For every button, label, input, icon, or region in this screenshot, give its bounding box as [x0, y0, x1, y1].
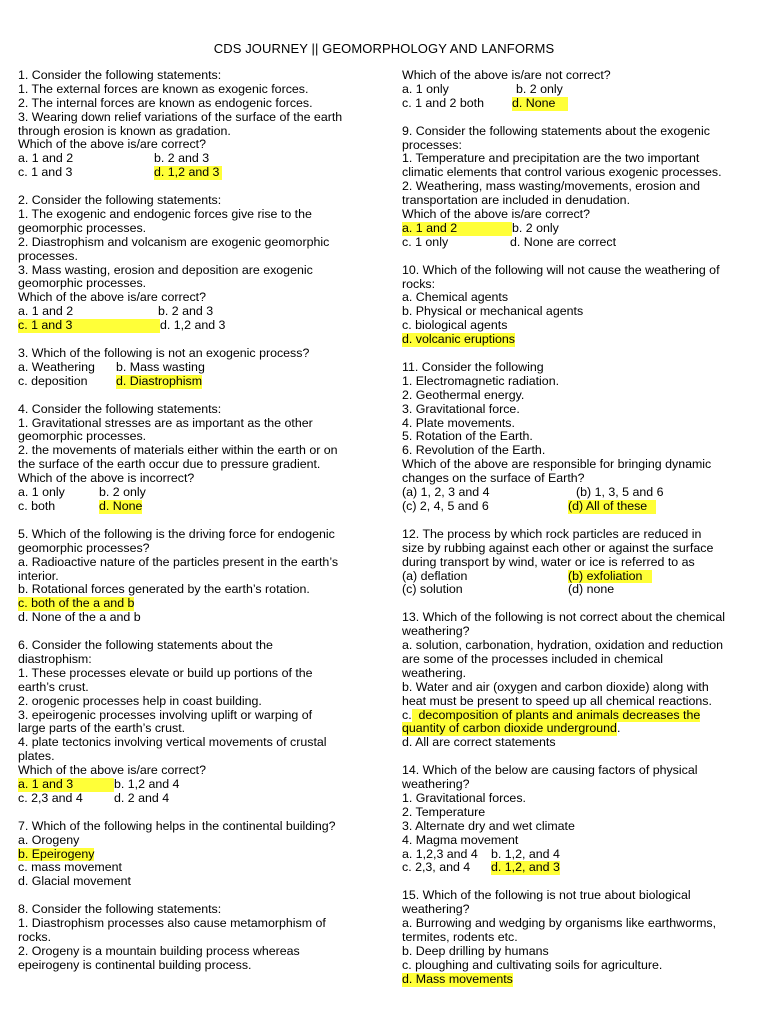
question-text-line: a. solution, carbonation, hydration, oxidation and reduction: [402, 638, 723, 653]
option-row: [18, 305, 364, 319]
answer-option: (a) 1, 2, 3 and 4: [402, 485, 490, 500]
question-text-line: 2. Consider the following statements:: [18, 193, 222, 208]
answer-option: a. 1 only: [402, 81, 449, 96]
option-row: [402, 222, 748, 236]
question-text-line: 7. Which of the following helps in the continental building?: [18, 818, 336, 833]
answer-option: b. 2 and 3: [154, 151, 210, 166]
question-block: [402, 125, 748, 250]
question-block: [18, 820, 364, 889]
answer-option: a. 1,2,3 and 4: [402, 846, 478, 861]
option-row: [18, 375, 364, 389]
option-row: [18, 848, 364, 862]
highlighted-answer: d. None: [512, 97, 568, 111]
question-text-line: 5. Which of the following is the driving force for endogenic: [18, 526, 335, 541]
question-block: [18, 528, 364, 625]
option-row: [402, 973, 748, 987]
right-column: [402, 69, 748, 1001]
question-text-line: 2. Geothermal energy.: [402, 387, 525, 402]
question-text-line: 6. Revolution of the Earth.: [402, 443, 546, 458]
highlighted-answer: (b) exfoliation: [568, 570, 652, 584]
option-row: [18, 778, 364, 792]
question-block: [402, 528, 748, 597]
page-title: CDS JOURNEY || GEOMORPHOLOGY AND LANFORMS: [213, 41, 555, 56]
question-text-line: Which of the above is/are correct?: [402, 207, 591, 222]
question-text-line: 11. Consider the following: [402, 360, 544, 375]
question-text-line: 1. Temperature and precipitation are the two important: [402, 151, 700, 166]
question-text-line: rocks:: [402, 276, 436, 291]
question-text-line: geomorphic processes.: [18, 429, 147, 444]
question-text-line: 1. Gravitational forces.: [402, 790, 526, 805]
highlighted-answer: a. 1 and 3: [18, 778, 114, 792]
answer-option: d. Glacial movement: [18, 874, 131, 889]
highlighted-answer: d. None: [99, 498, 143, 513]
option-row: [18, 152, 364, 166]
question-text-line: Which of the above are responsible for bringing dynamic: [402, 457, 712, 472]
question-text-line: epeirogeny is continental building process.: [18, 957, 252, 972]
question-text-line: 14. Which of the below are causing factors of physical: [402, 763, 698, 778]
question-text-line: 9. Consider the following statements about the exogenic: [402, 123, 710, 138]
option-row: [402, 709, 748, 723]
highlighted-answer: c. both of the a and b: [18, 596, 135, 611]
answer-option: d. All are correct statements: [402, 735, 556, 750]
answer-option: b. 1,2 and 4: [114, 776, 180, 791]
question-text-line: processes:: [402, 137, 462, 152]
option-row: [402, 500, 748, 514]
question-block: [402, 69, 748, 111]
question-text-line: termites, rodents etc.: [402, 929, 518, 944]
question-text-line: a. Radioactive nature of the particles present in the earth’s: [18, 554, 339, 569]
option-row: [18, 319, 364, 333]
question-text-line: 1. Consider the following statements:: [18, 68, 222, 82]
answer-option: a. Orogeny: [18, 832, 80, 847]
option-row: [18, 875, 364, 889]
option-row: [402, 333, 748, 347]
highlighted-answer: d. Mass movements: [402, 971, 513, 986]
question-block: [402, 264, 748, 347]
question-text-line: weathering.: [402, 665, 467, 680]
question-text-line: 2. Temperature: [402, 804, 486, 819]
question-text-line: plates.: [18, 749, 55, 764]
answer-option: d. 1,2 and 3: [160, 318, 226, 333]
highlighted-answer: c. 1 and 3: [18, 319, 160, 333]
question-text-line: Which of the above is/are correct?: [18, 763, 207, 778]
question-text-line: 3. Alternate dry and wet climate: [402, 818, 575, 833]
question-block: [18, 403, 364, 514]
option-row: [18, 486, 364, 500]
option-row: [402, 83, 748, 97]
question-text-line: interior.: [18, 568, 59, 583]
question-text-line: processes.: [18, 248, 78, 263]
highlighted-answer: d. 1,2, and 3: [491, 860, 560, 875]
question-text-line: Which of the above is/are correct?: [18, 137, 207, 152]
highlighted-answer: quantity of carbon dioxide underground: [402, 721, 617, 736]
option-row: [18, 597, 364, 611]
question-block: [402, 764, 748, 875]
option-row: [402, 486, 748, 500]
answer-option: b. 1,2, and 4: [491, 846, 560, 861]
answer-option: (a) deflation: [402, 568, 468, 583]
question-text-line: rocks.: [18, 929, 52, 944]
question-block: [402, 611, 748, 750]
answer-option: b. 2 and 3: [158, 304, 214, 319]
question-text-line: 1. These processes elevate or build up portions of the: [18, 665, 313, 680]
question-text-line: b. Rotational forces generated by the earth’s rotation.: [18, 582, 310, 597]
question-text-line: 1. The exogenic and endogenic forces give rise to the: [18, 207, 312, 222]
answer-option: (b) 1, 3, 5 and 6: [576, 485, 664, 500]
question-text-line: 3. Mass wasting, erosion and deposition are exogenic: [18, 262, 313, 277]
answer-option: d. None are correct: [510, 234, 617, 249]
answer-option: c. both: [18, 498, 56, 513]
left-column: [18, 69, 364, 987]
question-text-line: geomorphic processes.: [18, 276, 147, 291]
question-text-line: 2. the movements of materials either within the earth or on: [18, 443, 338, 458]
question-text-line: weathering?: [402, 902, 470, 917]
question-text-line: diastrophism:: [18, 651, 92, 666]
question-text-line: a. Burrowing and wedging by organisms like earthworms,: [402, 916, 717, 931]
question-text-line: 3. Gravitational force.: [402, 401, 520, 416]
question-block: [18, 69, 364, 180]
question-text-line: 1. The external forces are known as exogenic forces.: [18, 81, 309, 96]
question-text-line: 1. Gravitational stresses are as important as the other: [18, 415, 313, 430]
question-text-line: are some of the processes included in chemical: [402, 651, 664, 666]
question-text-line: 2. The internal forces are known as endogenic forces.: [18, 95, 313, 110]
option-row: [18, 861, 364, 875]
highlighted-answer: d. volcanic eruptions: [402, 332, 515, 347]
question-text-line: 3. Wearing down relief variations of the surface of the earth: [18, 109, 343, 124]
question-text-line: c. ploughing and cultivating soils for agriculture.: [402, 957, 663, 972]
question-block: [402, 361, 748, 514]
question-text-line: through erosion is known as gradation.: [18, 123, 231, 138]
question-text-line: transportation are included in denudation.: [402, 193, 631, 208]
question-text-line: 2. Diastrophism and volcanism are exogenic geomorphic: [18, 234, 330, 249]
question-block: [18, 903, 364, 972]
option-row: [402, 236, 748, 250]
question-text-line: 5. Rotation of the Earth.: [402, 429, 533, 444]
question-text-line: b. Deep drilling by humans: [402, 943, 549, 958]
question-text-line: large parts of the earth’s crust.: [18, 721, 186, 736]
question-text-line: Which of the above is/are correct?: [18, 290, 207, 305]
question-text-line: weathering?: [402, 777, 470, 792]
highlighted-answer: decomposition of plants and animals decreases the: [411, 707, 701, 722]
answer-option: (c) 2, 4, 5 and 6: [402, 498, 489, 513]
highlighted-answer: (d) All of these: [568, 500, 656, 514]
answer-option: a. 1 and 2: [18, 304, 74, 319]
answer-option: (c) solution: [402, 582, 463, 597]
option-row: [18, 834, 364, 848]
option-row: [18, 166, 364, 180]
answer-option: b. Physical or mechanical agents: [402, 304, 584, 319]
answer-option: c.: [402, 707, 412, 722]
question-text-line: 2. Weathering, mass wasting/movements, erosion and: [402, 179, 700, 194]
option-row: [402, 583, 748, 597]
highlighted-answer: d. Diastrophism: [116, 373, 203, 388]
question-text-line: 1. Electromagnetic radiation.: [402, 373, 560, 388]
question-text-line: 12. The process by which rock particles are reduced in: [402, 526, 702, 541]
option-row: [402, 319, 748, 333]
option-row: [18, 792, 364, 806]
answer-option: .: [616, 721, 621, 736]
question-text-line: weathering?: [402, 624, 470, 639]
option-row: [402, 861, 748, 875]
highlighted-answer: b. Epeirogeny: [18, 846, 95, 861]
question-text-line: 6. Consider the following statements about the: [18, 638, 273, 653]
question-text-line: 2. orogenic processes help in coast building.: [18, 693, 262, 708]
option-row: [402, 722, 748, 736]
answer-option: b. 2 only: [99, 485, 146, 500]
answer-option: a. 1 only: [18, 485, 65, 500]
question-text-line: 15. Which of the following is not true about biological: [402, 888, 691, 903]
question-text-line: changes on the surface of Earth?: [402, 471, 585, 486]
answer-option: c. deposition: [18, 373, 88, 388]
question-text-line: 3. Which of the following is not an exogenic process?: [18, 346, 310, 361]
answer-option: b. 2 only: [516, 81, 563, 96]
question-text-line: 8. Consider the following statements:: [18, 902, 222, 917]
question-text-line: 4. Magma movement: [402, 832, 519, 847]
answer-option: c. 2,3, and 4: [402, 860, 471, 875]
question-block: [18, 639, 364, 806]
option-row: [18, 500, 364, 514]
question-text-line: geomorphic processes?: [18, 540, 150, 555]
question-block: [18, 194, 364, 333]
option-row: [402, 305, 748, 319]
question-text-line: the surface of the earth occur due to pressure gradient.: [18, 457, 321, 472]
answer-option: (d) none: [568, 582, 615, 597]
option-row: [18, 611, 364, 625]
question-text-line: geomorphic processes.: [18, 220, 147, 235]
answer-option: d. None of the a and b: [18, 610, 141, 625]
question-text-line: 4. Plate movements.: [402, 415, 515, 430]
question-text-line: 4. Consider the following statements:: [18, 401, 222, 416]
option-row: [18, 361, 364, 375]
highlighted-answer: a. 1 and 2: [402, 222, 512, 236]
question-block: [402, 889, 748, 986]
option-row: [402, 848, 748, 862]
question-text-line: 1. Diastrophism processes also cause metamorphism of: [18, 916, 326, 931]
question-text-line: 2. Orogeny is a mountain building process whereas: [18, 943, 300, 958]
answer-option: c. biological agents: [402, 318, 508, 333]
option-row: [402, 570, 748, 584]
answer-option: c. mass movement: [18, 860, 122, 875]
answer-option: c. 1 only: [402, 234, 449, 249]
highlighted-answer: d. 1,2 and 3: [154, 166, 222, 180]
answer-option: c. 1 and 3: [18, 165, 73, 180]
answer-option: a. Weathering: [18, 359, 95, 374]
answer-option: b. Mass wasting: [116, 359, 205, 374]
question-text-line: 10. Which of the following will not cause the weathering of: [402, 262, 720, 277]
question-block: [18, 347, 364, 389]
question-text-line: earth’s crust.: [18, 679, 89, 694]
question-text-line: during transport by wind, water or ice is referred to as: [402, 554, 695, 569]
answer-option: d. 2 and 4: [114, 790, 170, 805]
question-text-line: 13. Which of the following is not correct about the chemical: [402, 610, 726, 625]
question-text-line: size by rubbing against each other or against the surface: [402, 540, 714, 555]
option-row: [402, 736, 748, 750]
option-row: [402, 291, 748, 305]
question-text-line: 4. plate tectonics involving vertical movements of crustal: [18, 735, 327, 750]
question-text-line: climatic elements that control various exogenic processes.: [402, 165, 722, 180]
answer-option: a. Chemical agents: [402, 290, 509, 305]
question-text-line: 3. epeirogenic processes involving uplift or warping of: [18, 707, 313, 722]
answer-option: b. 2 only: [512, 220, 559, 235]
answer-option: c. 1 and 2 both: [402, 95, 484, 110]
answer-option: c. 2,3 and 4: [18, 790, 83, 805]
option-row: [402, 97, 748, 111]
question-text-line: Which of the above is/are not correct?: [402, 68, 611, 82]
question-text-line: Which of the above is incorrect?: [18, 471, 195, 486]
question-text-line: b. Water and air (oxygen and carbon dioxide) along with: [402, 679, 709, 694]
answer-option: a. 1 and 2: [18, 151, 74, 166]
question-text-line: heat must be present to speed up all chemical reactions.: [402, 693, 712, 708]
